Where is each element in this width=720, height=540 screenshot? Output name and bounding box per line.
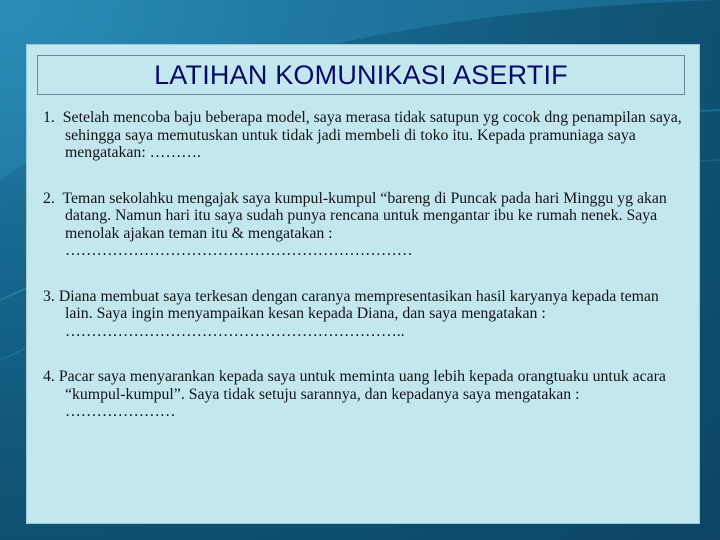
item-text: Setelah mencoba baju beberapa model, saya merasa tidak satupun yg cocok dng penampilan saya, sehingga saya memutuskan untuk tidak jadi membeli di toko itu. Kepada pramuniaga saya mengatakan: ……….: [62, 109, 682, 161]
slide-title: LATIHAN KOMUNIKASI ASERTIF: [154, 59, 568, 90]
item-number: 2.: [43, 189, 55, 207]
item-number: 4.: [43, 368, 55, 385]
title-box: [37, 55, 685, 95]
list-item: [43, 368, 683, 421]
list-item: [43, 109, 683, 162]
item-number: 3.: [43, 287, 55, 305]
exercise-list: [43, 109, 683, 421]
list-item: [43, 288, 683, 341]
item-text: Diana membuat saya terkesan dengan caranya mempresentasikan hasil karyanya kepada teman lain. Saya ingin menyampaikan kesan kepada Diana, dan saya mengatakan : ………………………………………………………..: [58, 287, 659, 340]
item-text: Teman sekolahku mengajak saya kumpul-kumpul “bareng di Puncak pada hari Minggu yg akan datang. Namun hari itu saya sudah punya rencana untuk mengantar ibu ke rumah nenek. Saya menolak ajakan teman itu & mengatakan : …………………………………………………………: [62, 189, 667, 259]
item-number: 1.: [43, 109, 55, 126]
list-item: [43, 190, 683, 260]
content-panel: [26, 44, 700, 524]
item-text: Pacar saya menyarankan kepada saya untuk meminta uang lebih kepada orangtuaku untuk acara “kumpul-kumpul”. Saya tidak setuju sarannya, dan kepadanya saya mengatakan : …………………: [58, 368, 666, 420]
